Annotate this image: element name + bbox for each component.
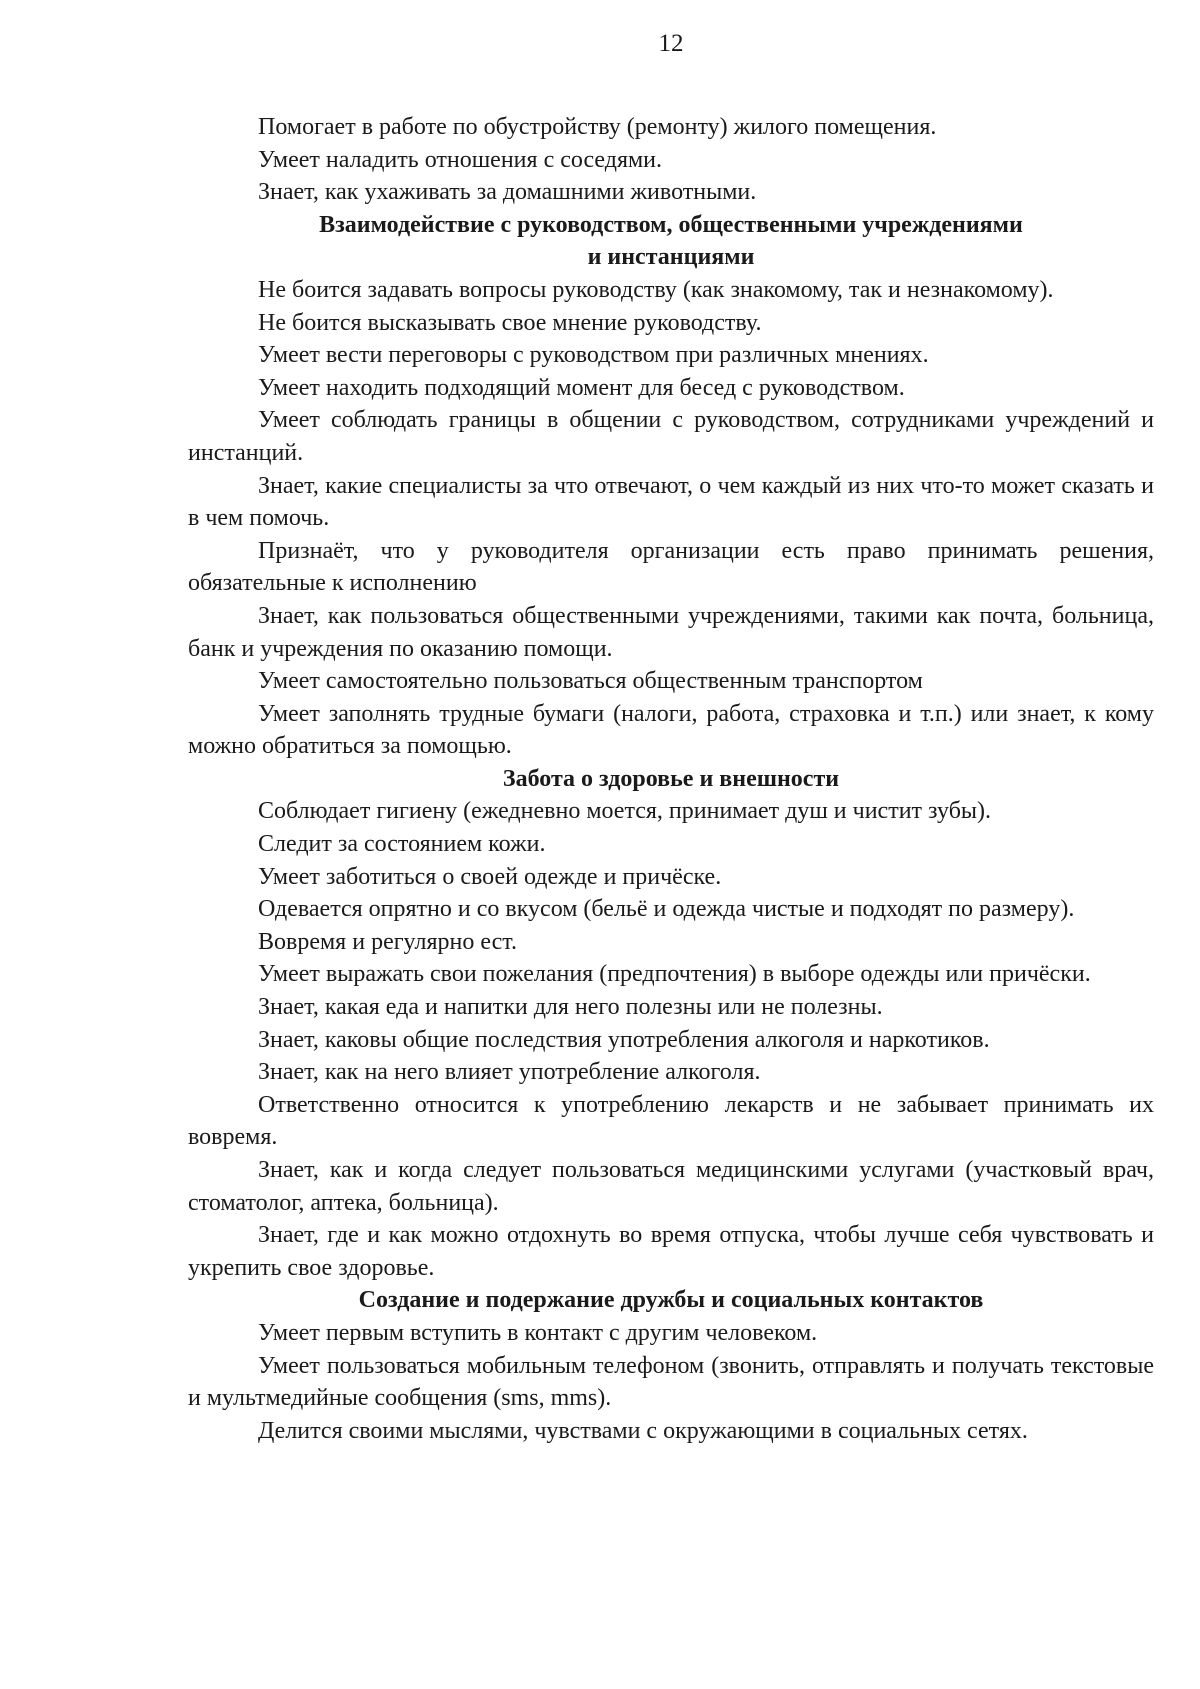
section-heading-line: и инстанциями: [587, 244, 755, 271]
paragraph: Знает, какие специалисты за что отвечают, о чем каждый из них что-то может сказать и в чем помочь.: [188, 472, 1154, 532]
paragraph: Знает, как ухаживать за домашними животными.: [258, 179, 757, 206]
paragraph: Умеет первым вступить в контакт с другим человеком.: [258, 1319, 818, 1346]
paragraph: Следит за состоянием кожи.: [258, 831, 546, 858]
paragraph: Соблюдает гигиену (ежедневно моется, принимает душ и чистит зубы).: [258, 798, 992, 825]
paragraph: Умеет вести переговоры с руководством при различных мнениях.: [258, 342, 929, 369]
paragraph: Делится своими мыслями, чувствами с окружающими в социальных сетях.: [258, 1417, 1028, 1444]
paragraph: Умеет заполнять трудные бумаги (налоги, работа, страховка и т.п.) или знает, к кому можно обратиться за помощью.: [188, 700, 1154, 760]
section-heading-health: Забота о здоровье и внешности: [502, 765, 840, 792]
section-heading-interaction: [188, 209, 1154, 274]
paragraph: Не боится высказывать свое мнение руководству.: [258, 309, 762, 336]
paragraph: Не боится задавать вопросы руководству (как знакомому, так и незнакомому).: [258, 276, 1054, 303]
section-heading-line: Взаимодействие с руководством, общественными учреждениями: [319, 211, 1023, 238]
paragraph: Вовремя и регулярно ест.: [258, 928, 517, 955]
paragraph: Знает, как пользоваться общественными учреждениями, такими как почта, больница, банк и учреждения по оказанию помощи.: [188, 602, 1154, 662]
paragraph: Знает, где и как можно отдохнуть во время отпуска, чтобы лучше себя чувствовать и укрепить свое здоровье.: [188, 1222, 1154, 1281]
paragraph: Умеет выражать свои пожелания (предпочтения) в выборе одежды или причёски.: [258, 961, 1091, 988]
page-number: 12: [658, 30, 684, 57]
paragraph: Умеет находить подходящий момент для бесед с руководством.: [258, 374, 905, 401]
page-content: [188, 111, 1154, 1447]
paragraph: Умеет заботиться о своей одежде и причёске.: [258, 863, 722, 890]
paragraph: Умеет соблюдать границы в общении с руководством, сотрудниками учреждений и инстанций.: [188, 407, 1154, 466]
paragraph: Умеет самостоятельно пользоваться общественным транспортом: [258, 668, 923, 695]
paragraph: Ответственно относится к употреблению лекарств и не забывает принимать их вовремя.: [188, 1091, 1154, 1151]
paragraph: Знает, какая еда и напитки для него полезны или не полезны.: [258, 994, 883, 1021]
paragraph: Умеет наладить отношения с соседями.: [258, 146, 663, 173]
paragraph: Помогает в работе по обустройству (ремонту) жилого помещения.: [258, 114, 937, 140]
paragraph: Знает, как и когда следует пользоваться медицинскими услугами (участковый врач, стоматолог, аптека, больница).: [188, 1157, 1154, 1216]
section-heading-friendship: Создание и подержание дружбы и социальных контактов: [358, 1287, 984, 1314]
paragraph: Одевается опрятно и со вкусом (бельё и одежда чистые и подходят по размеру).: [258, 896, 1075, 923]
paragraph: Умеет пользоваться мобильным телефоном (звонить, отправлять и получать текстовые и мультмедийные сообщения (sms, mms).: [188, 1352, 1154, 1412]
paragraph: Знает, каковы общие последствия употребления алкоголя и наркотиков.: [258, 1026, 990, 1053]
paragraph: Признаёт, что у руководителя организации есть право принимать решения, обязательные к исполнению: [188, 537, 1154, 597]
paragraph: Знает, как на него влияет употребление алкоголя.: [258, 1059, 761, 1086]
